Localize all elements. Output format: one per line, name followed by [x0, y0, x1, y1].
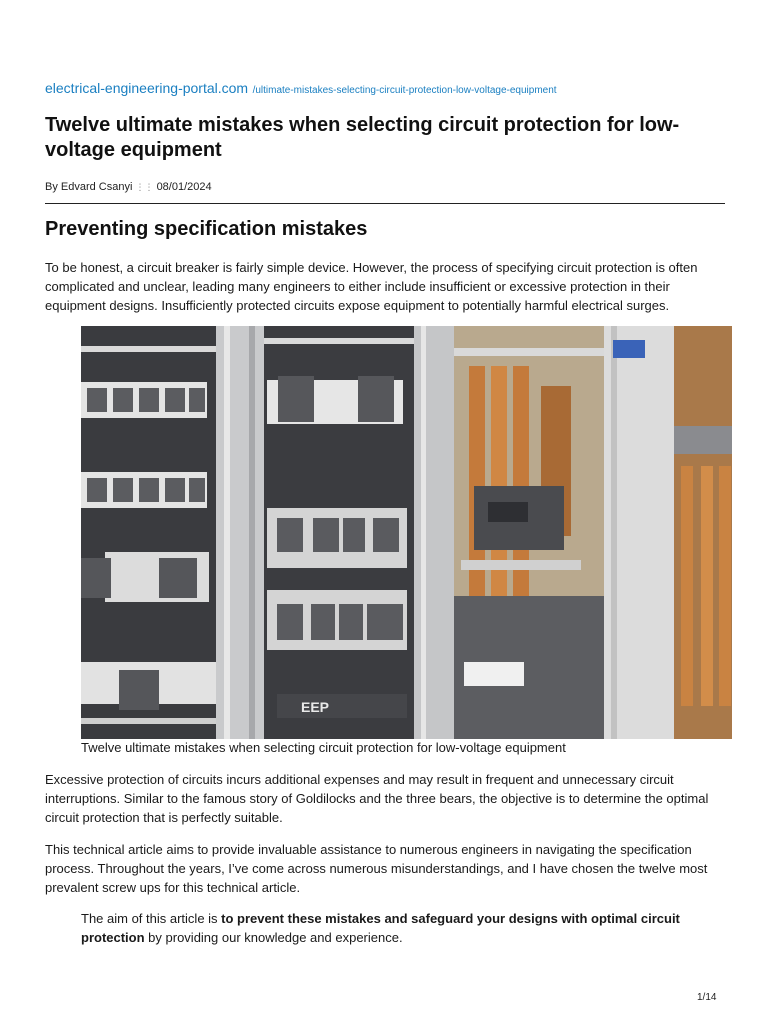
- article-title: Twelve ultimate mistakes when selecting circuit protection for low-voltage equipment: [45, 114, 680, 161]
- article-aim-quote: [81, 909, 701, 947]
- source-domain-link[interactable]: electrical-engineering-portal.com: [45, 80, 249, 96]
- section-heading: Preventing specification mistakes: [45, 218, 368, 240]
- publish-date: 08/01/2024: [156, 181, 212, 193]
- byline: [45, 181, 212, 193]
- photo-watermark: EEP: [301, 699, 330, 715]
- title-divider: [45, 203, 725, 204]
- image-caption: Twelve ultimate mistakes when selecting circuit protection for low-voltage equipment: [81, 740, 566, 755]
- byline-separator: ⋮⋮: [135, 182, 154, 192]
- page-number: 1/14: [697, 992, 717, 1003]
- switchgear-photo: [81, 326, 732, 739]
- paragraph-excessive-protection: Excessive protection of circuits incurs additional expenses and may result in frequent and unnecessary circuit interruptions. Similar to the famous story of Goldilocks and the three bears, the objective is to determine the optimal circuit protection that is perfectly suitable.: [45, 772, 709, 825]
- source-line: [45, 80, 557, 98]
- paragraph-technical-article: This technical article aims to provide invaluable assistance to numerous engineers in navigating the specification process. Throughout the years, I’ve come across numerous misunderstandings, and I have chosen the twelve most prevalent screw ups for this technical article.: [45, 842, 708, 895]
- source-path-link[interactable]: /ultimate-mistakes-selecting-circuit-protection-low-voltage-equipment: [252, 85, 557, 96]
- author-name: By Edvard Csanyi: [45, 181, 133, 193]
- quote-lead-text: The aim of this article is: [81, 911, 222, 926]
- paragraph-intro: To be honest, a circuit breaker is fairly simple device. However, the process of specifying circuit protection is often complicated and unclear, leading many engineers to either include insufficient or excessive protection in their equipment designs. Insufficiently protected circuits expose equipment to potentially harmful electrical surges.: [45, 260, 698, 313]
- quote-tail-text: by providing our knowledge and experience.: [144, 930, 403, 945]
- quote-bold-text: to prevent these mistakes and safeguard your designs with optimal circuit protection: [81, 911, 680, 945]
